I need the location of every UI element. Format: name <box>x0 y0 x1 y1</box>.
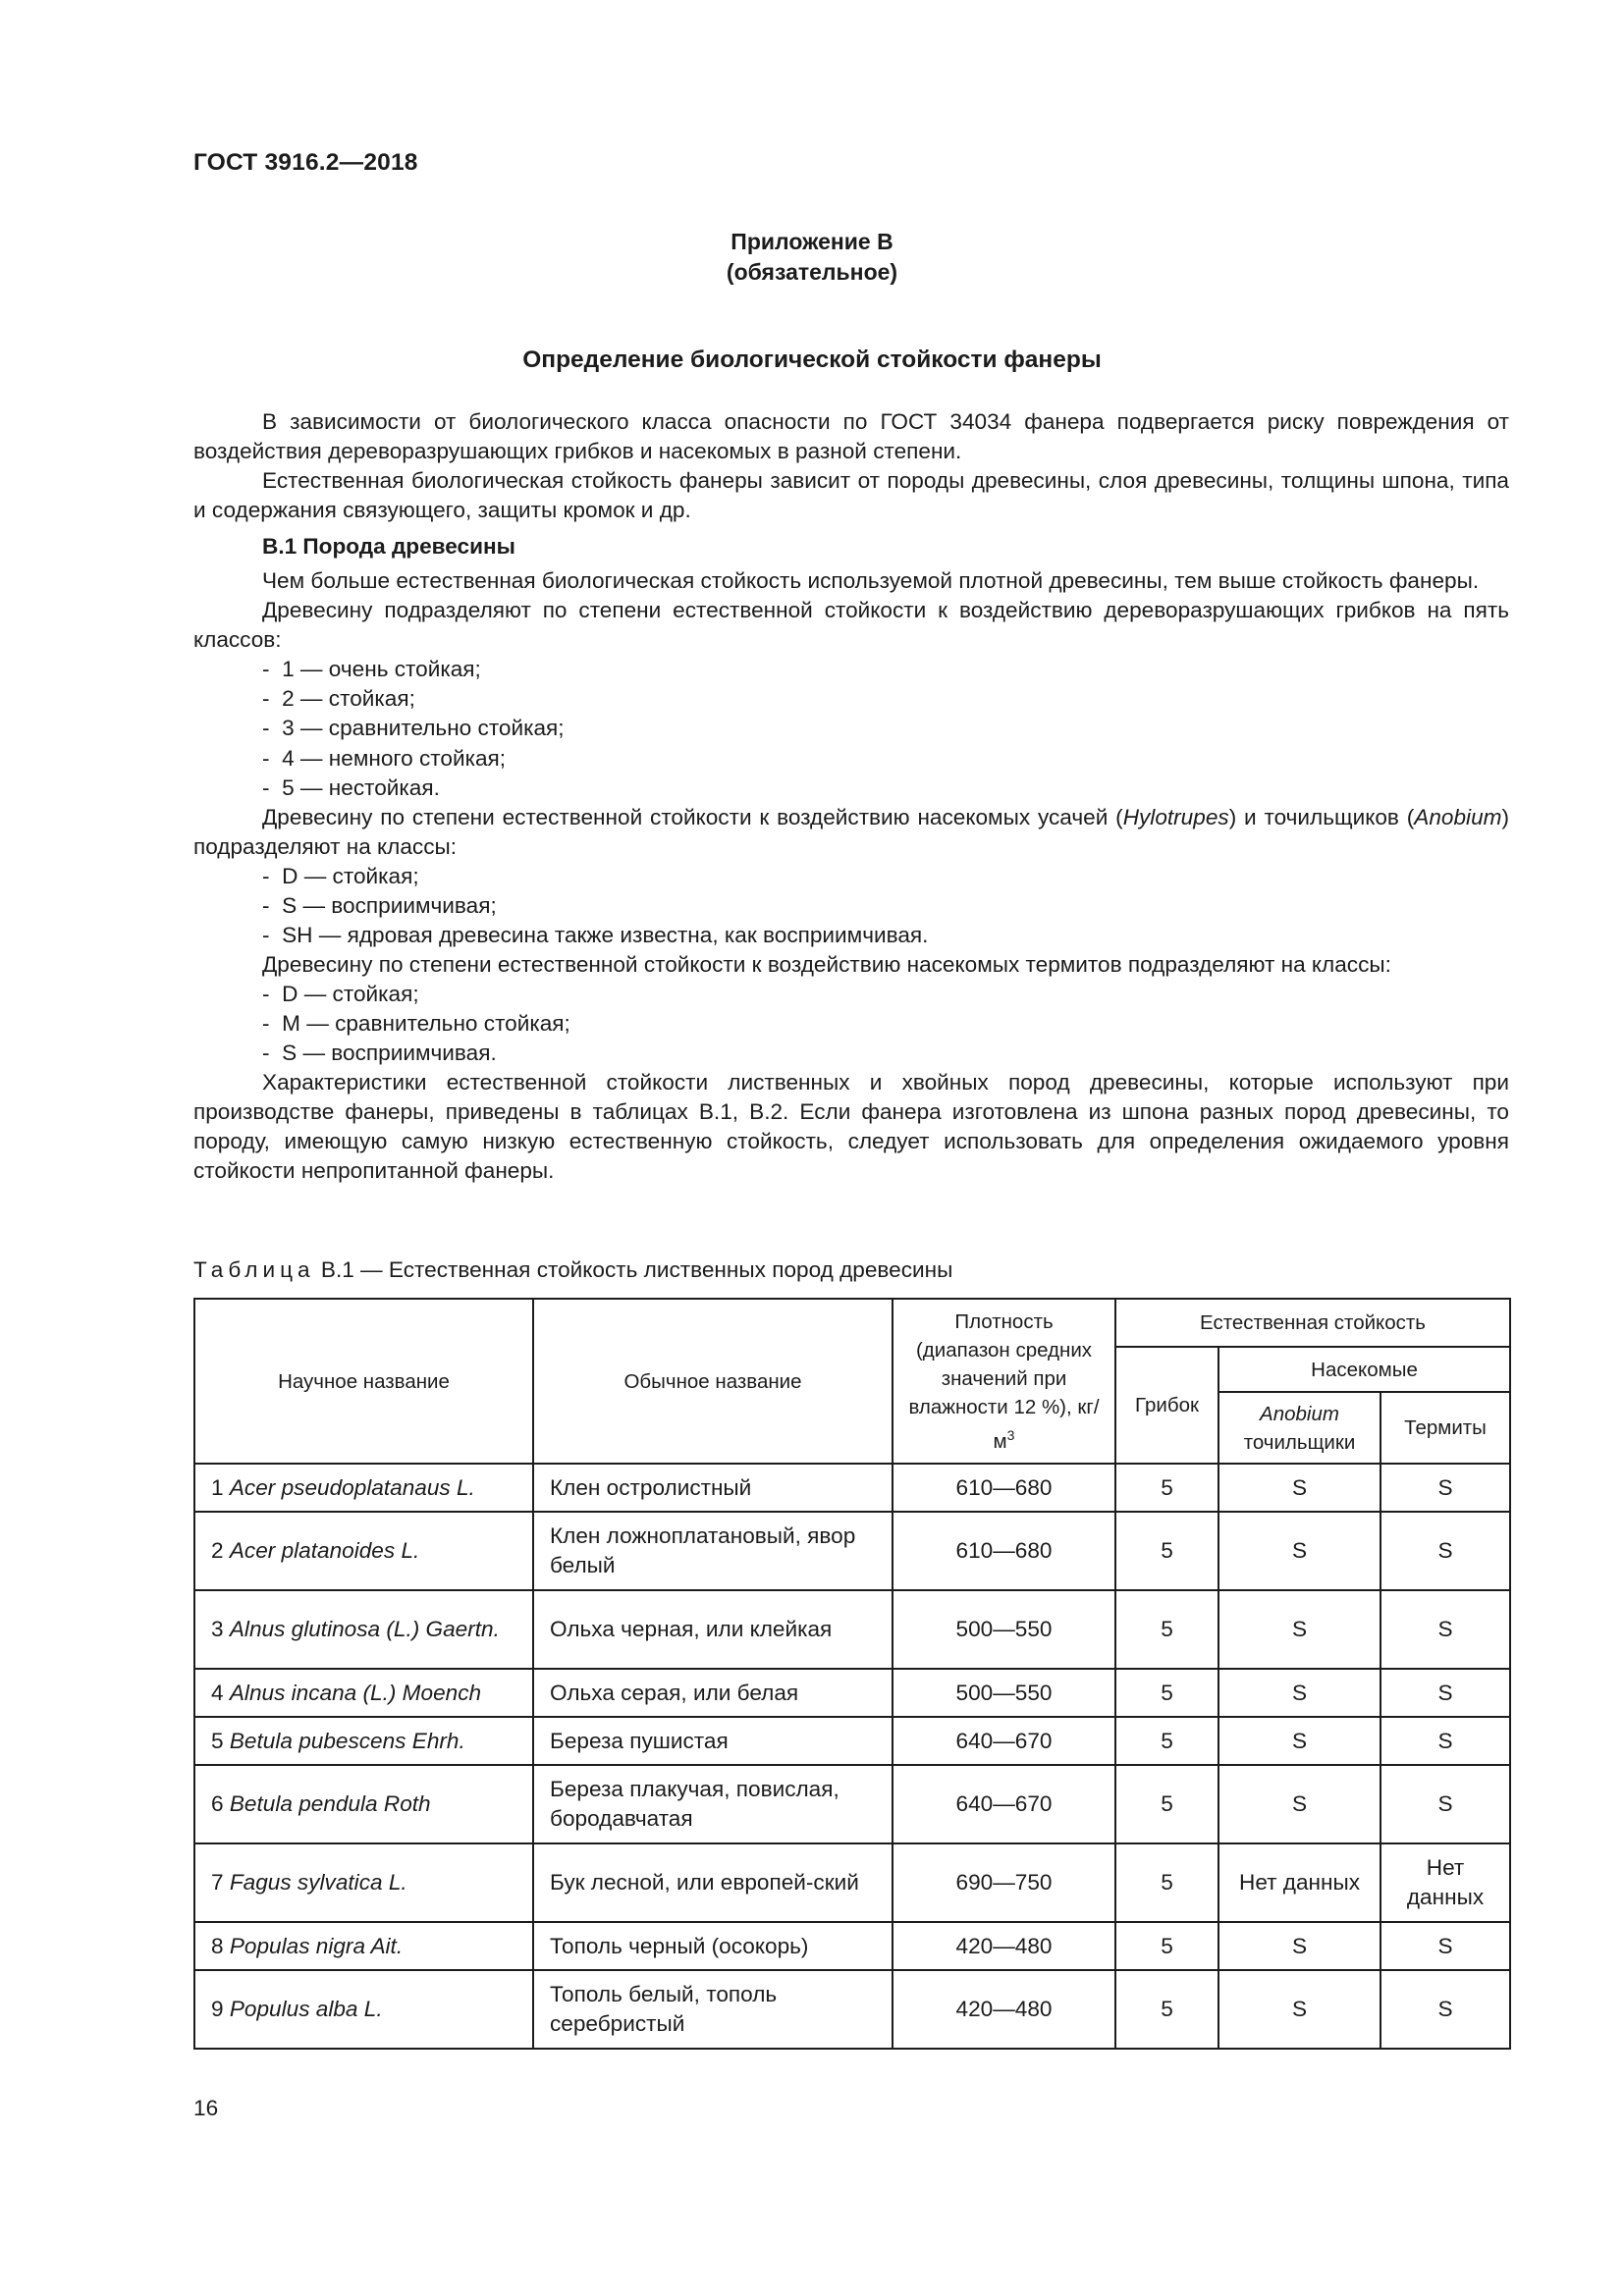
table-caption-text: В.1 — Естественная стойкость лиственных пород древесины <box>314 1257 953 1282</box>
cell-density: 610—680 <box>893 1464 1115 1512</box>
table-row <box>194 1765 1510 1843</box>
list-item: - SH — ядровая древесина также известна, как восприимчивая. <box>262 921 1509 950</box>
cell-termites: S <box>1380 1512 1510 1590</box>
standard-designation: ГОСТ 3916.2—2018 <box>193 149 418 176</box>
latin-species-name: Acer pseudoplatanaus L. <box>229 1474 475 1500</box>
latin-species-name: Alnus incana (L.) Moench <box>229 1680 482 1705</box>
body-text <box>193 407 1509 1186</box>
cell-common-name: Ольха серая, или белая <box>533 1669 893 1717</box>
header-scientific-name: Научное название <box>194 1299 533 1464</box>
latin-species-name: Acer platanoides L. <box>229 1538 420 1563</box>
cell-common-name: Тополь белый, тополь серебристый <box>533 1970 893 2049</box>
latin-species-name: Betula pubescens Ehrh. <box>229 1728 465 1753</box>
cell-fungus: 5 <box>1115 1512 1218 1590</box>
cell-common-name: Клен остролистный <box>533 1464 893 1512</box>
row-number: 1 <box>211 1474 224 1500</box>
list-item: - D — стойкая; <box>262 980 1509 1009</box>
cell-fungus: 5 <box>1115 1590 1218 1669</box>
cell-density: 640—670 <box>893 1717 1115 1765</box>
header-natural-resistance: Естественная стойкость <box>1115 1299 1510 1347</box>
cell-termites: S <box>1380 1464 1510 1512</box>
latin-term: Hylotrupes <box>1122 804 1229 829</box>
list-item: - 1 — очень стойкая; <box>262 655 1509 684</box>
cell-fungus: 5 <box>1115 1464 1218 1512</box>
header-density-exponent: 3 <box>1006 1426 1015 1443</box>
text-run: Древесину по степени естественной стойкости к воздействию насекомых усачей ( <box>262 804 1123 829</box>
row-number: 5 <box>211 1728 224 1753</box>
page-number: 16 <box>193 2096 219 2120</box>
row-number: 7 <box>211 1870 224 1895</box>
cell-density: 610—680 <box>893 1512 1115 1590</box>
latin-species-name: Populus alba L. <box>229 1997 383 2021</box>
cell-fungus: 5 <box>1115 1843 1218 1922</box>
cell-scientific-name <box>194 1590 533 1669</box>
appendix-title: Определение биологической стойкости фанеры <box>522 347 1102 373</box>
list-item: - М — сравнительно стойкая; <box>262 1009 1509 1039</box>
cell-anobium: S <box>1218 1512 1380 1590</box>
cell-density: 500—550 <box>893 1590 1115 1669</box>
cell-common-name: Тополь черный (осокорь) <box>533 1922 893 1970</box>
cell-scientific-name <box>194 1464 533 1512</box>
row-number: 6 <box>211 1791 224 1816</box>
latin-species-name: Alnus glutinosa (L.) Gaertn. <box>229 1617 500 1641</box>
cell-fungus: 5 <box>1115 1922 1218 1970</box>
appendix-label: Приложение В <box>731 229 893 254</box>
row-number: 3 <box>211 1617 224 1641</box>
table-row <box>194 1970 1510 2049</box>
text-run: ) подразделяют на классы: <box>193 804 1509 859</box>
b1-paragraph-4: Древесину по степени естественной стойкости к воздействию насекомых термитов подразделяют на классы: <box>262 951 1391 977</box>
row-number: 4 <box>211 1680 224 1705</box>
latin-species-name: Fagus sylvatica L. <box>229 1870 407 1895</box>
cell-scientific-name <box>194 1669 533 1717</box>
cell-anobium: S <box>1218 1669 1380 1717</box>
list-item: - S — восприимчивая. <box>262 1039 1509 1068</box>
table-caption-word: Таблица <box>193 1257 315 1282</box>
cell-anobium: S <box>1218 1970 1380 2049</box>
cell-anobium: S <box>1218 1765 1380 1843</box>
cell-common-name: Береза пушистая <box>533 1717 893 1765</box>
cell-scientific-name <box>194 1512 533 1590</box>
table-row <box>194 1590 1510 1669</box>
latin-term: Anobium <box>1414 804 1502 829</box>
cell-anobium: S <box>1218 1464 1380 1512</box>
cell-density: 500—550 <box>893 1669 1115 1717</box>
row-number: 9 <box>211 1997 224 2021</box>
table-row <box>194 1717 1510 1765</box>
cell-common-name: Бук лесной, или европей-ский <box>533 1843 893 1922</box>
cell-fungus: 5 <box>1115 1970 1218 2049</box>
row-number: 2 <box>211 1538 224 1563</box>
cell-fungus: 5 <box>1115 1765 1218 1843</box>
list-item: - 3 — сравнительно стойкая; <box>262 714 1509 743</box>
table-row <box>194 1464 1510 1512</box>
cell-termites: S <box>1380 1717 1510 1765</box>
header-density-text: Плотность (диапазон средних значений при влажности 12 %), кг/м <box>908 1309 1100 1453</box>
cell-termites: Нет данных <box>1380 1843 1510 1922</box>
cell-termites: S <box>1380 1765 1510 1843</box>
cell-density: 640—670 <box>893 1765 1115 1843</box>
cell-density: 690—750 <box>893 1843 1115 1922</box>
header-insects: Насекомые <box>1218 1347 1510 1392</box>
cell-scientific-name <box>194 1922 533 1970</box>
cell-termites: S <box>1380 1590 1510 1669</box>
cell-anobium: S <box>1218 1922 1380 1970</box>
header-anobium-russian: точильщики <box>1243 1430 1356 1454</box>
cell-termites: S <box>1380 1970 1510 2049</box>
cell-density: 420—480 <box>893 1970 1115 2049</box>
table-row <box>194 1669 1510 1717</box>
cell-density: 420—480 <box>893 1922 1115 1970</box>
cell-scientific-name <box>194 1970 533 2049</box>
latin-species-name: Populas nigra Ait. <box>229 1933 404 1958</box>
intro-paragraph-1: В зависимости от биологического класса опасности по ГОСТ 34034 фанера подвергается риску повреждения от воздействия дереворазрушающих грибков и насекомых в разной степени. <box>193 409 1509 464</box>
header-density <box>893 1299 1115 1464</box>
text-run: ) и точильщиков ( <box>1228 804 1415 829</box>
cell-anobium: Нет данных <box>1218 1843 1380 1922</box>
appendix-status: (обязательное) <box>726 259 898 285</box>
table-row <box>194 1512 1510 1590</box>
b1-paragraph-3 <box>193 803 1509 862</box>
b1-paragraph-5: Характеристики естественной стойкости лиственных и хвойных пород древесины, которые используют при производстве фанеры, приведены в таблицах В.1, В.2. Если фанера изготовлена из шпона разных пород древесины, то породу, имеющую самую низкую естественную стойкость, следует использовать для определения ожидаемого уровня стойкости непропитанной фанеры. <box>193 1070 1509 1184</box>
list-item: - 2 — стойкая; <box>262 684 1509 714</box>
b1-paragraph-2: Древесину подразделяют по степени естественной стойкости к воздействию дереворазрушающих грибков на пять классов: <box>193 598 1509 653</box>
resistance-table <box>193 1298 1511 2050</box>
header-fungus: Грибок <box>1115 1347 1218 1464</box>
row-number: 8 <box>211 1933 224 1958</box>
section-heading-b1: В.1 Порода древесины <box>262 534 515 560</box>
cell-common-name: Ольха черная, или клейкая <box>533 1590 893 1669</box>
list-item: - D — стойкая; <box>262 862 1509 891</box>
intro-paragraph-2: Естественная биологическая стойкость фанеры зависит от породы древесины, слоя древесины, толщины шпона, типа и содержания связующего, защиты кромок и др. <box>193 468 1509 523</box>
list-item: - 5 — нестойкая. <box>262 774 1509 803</box>
b1-paragraph-1: Чем больше естественная биологическая стойкость используемой плотной древесины, тем выше стойкость фанеры. <box>262 568 1480 594</box>
cell-anobium: S <box>1218 1717 1380 1765</box>
header-anobium <box>1218 1392 1380 1464</box>
table-caption <box>193 1257 952 1283</box>
latin-species-name: Betula pendula Roth <box>229 1791 431 1816</box>
list-item: - S — восприимчивая; <box>262 891 1509 921</box>
cell-common-name: Клен ложноплатановый, явор белый <box>533 1512 893 1590</box>
cell-scientific-name <box>194 1765 533 1843</box>
cell-scientific-name <box>194 1843 533 1922</box>
header-termites: Термиты <box>1380 1392 1510 1464</box>
header-anobium-latin: Anobium <box>1260 1402 1339 1425</box>
table-row <box>194 1922 1510 1970</box>
cell-scientific-name <box>194 1717 533 1765</box>
list-item: - 4 — немного стойкая; <box>262 744 1509 774</box>
cell-termites: S <box>1380 1922 1510 1970</box>
cell-anobium: S <box>1218 1590 1380 1669</box>
cell-common-name: Береза плакучая, повислая, бородавчатая <box>533 1765 893 1843</box>
cell-termites: S <box>1380 1669 1510 1717</box>
cell-fungus: 5 <box>1115 1717 1218 1765</box>
cell-fungus: 5 <box>1115 1669 1218 1717</box>
header-common-name: Обычное название <box>533 1299 893 1464</box>
table-row <box>194 1843 1510 1922</box>
